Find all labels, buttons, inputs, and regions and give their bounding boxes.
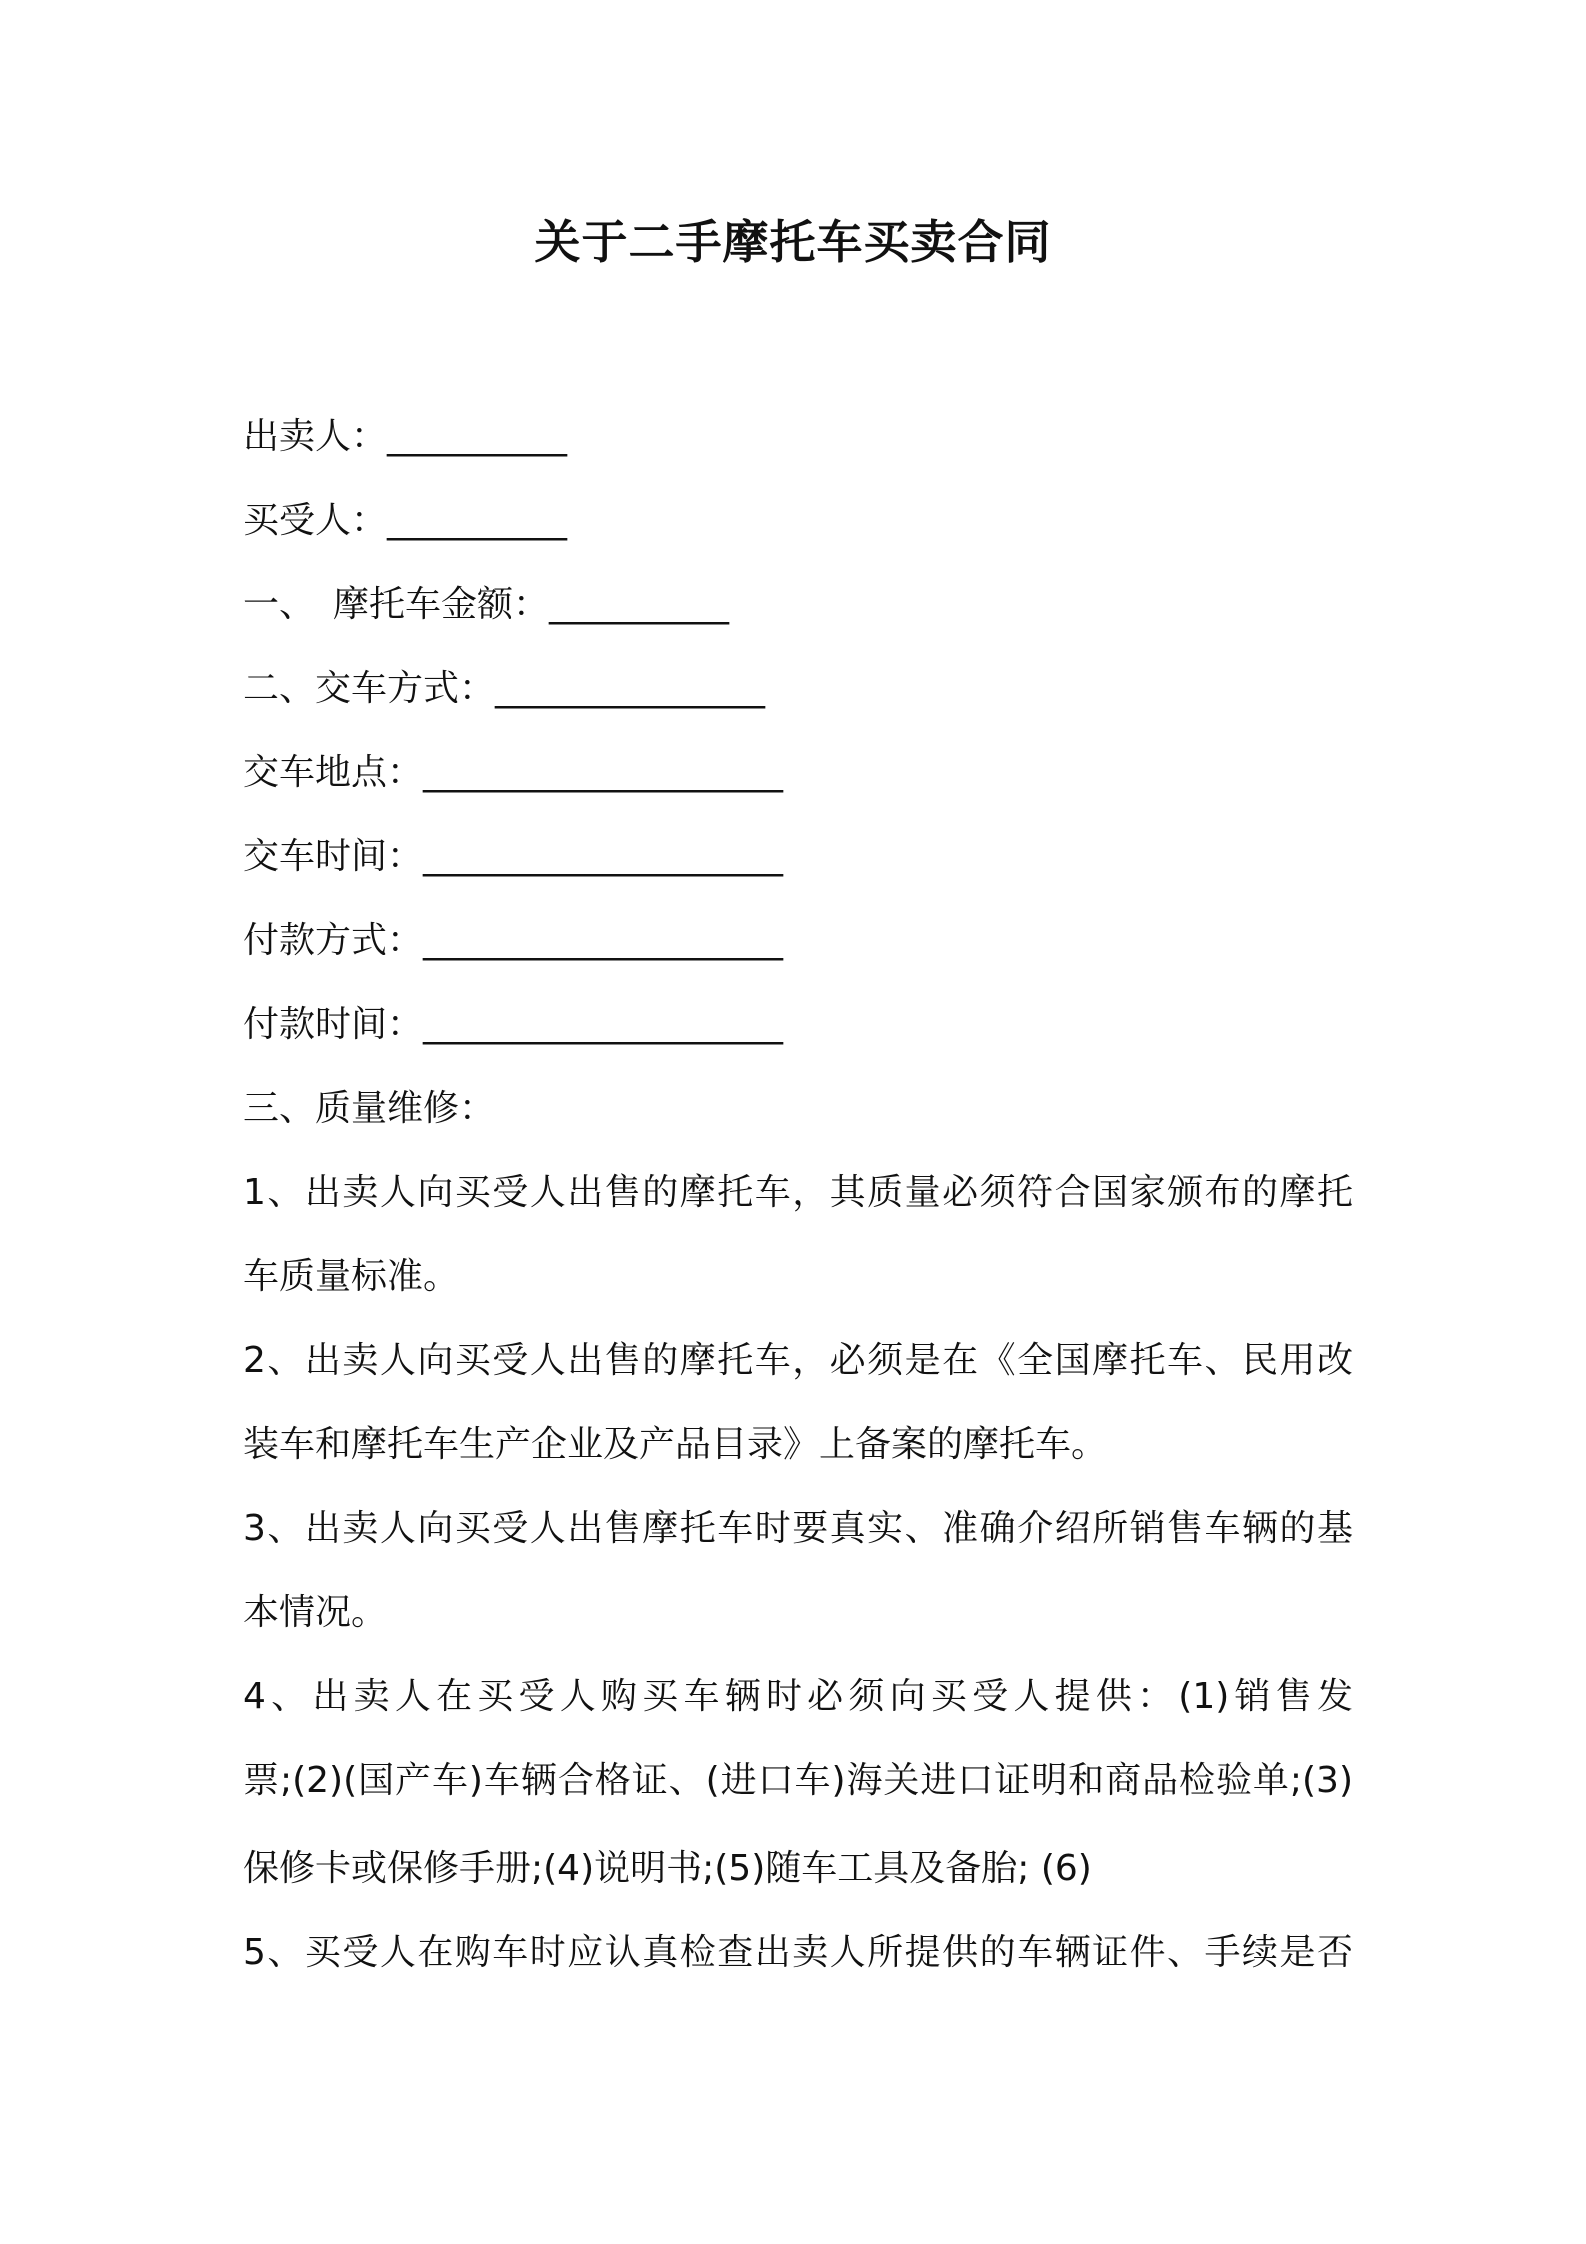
clause-4-line-2: 票;(2)(国产车)车辆合格证、(进口车)海关进口证明和商品检验单;(3) (243, 1760, 1353, 1801)
clause-1-line-1: 1、出卖人向买受人出售的摩托车，其质量必须符合国家颁布的摩托 (243, 1172, 1353, 1213)
section-3-heading: 三、质量维修： (243, 1088, 496, 1129)
clause-4-line-3: 保修卡或保修手册;(4)说明书;(5)随车工具及备胎; (6) (243, 1848, 1092, 1889)
delivery-place-line: 交车地点：____________________ (243, 752, 784, 793)
payment-method-line: 付款方式：____________________ (243, 920, 784, 961)
delivery-time-line: 交车时间：____________________ (243, 836, 784, 877)
clause-2-line-1: 2、出卖人向买受人出售的摩托车，必须是在《全国摩托车、民用改 (243, 1340, 1353, 1381)
clause-4-line-1: 4、出卖人在买受人购买车辆时必须向买受人提供：(1)销售发 (243, 1676, 1353, 1717)
payment-time-line: 付款时间：____________________ (243, 1004, 784, 1045)
clause-2-line-2: 装车和摩托车生产企业及产品目录》上备案的摩托车。 (243, 1424, 1108, 1465)
clause-5-line-1: 5、买受人在购车时应认真检查出卖人所提供的车辆证件、手续是否 (243, 1932, 1353, 1973)
clause-1-line-2: 车质量标准。 (243, 1256, 460, 1297)
section-1-amount: 一、 摩托车金额：__________ (243, 584, 730, 625)
clause-3-line-2: 本情况。 (243, 1592, 388, 1633)
section-2-delivery-method: 二、交车方式：_______________ (243, 668, 766, 709)
buyer-line: 买受人：__________ (243, 500, 568, 541)
seller-line: 出卖人：__________ (243, 416, 568, 457)
document-title: 关于二手摩托车买卖合同 (534, 215, 1052, 269)
clause-3-line-1: 3、出卖人向买受人出售摩托车时要真实、准确介绍所销售车辆的基 (243, 1508, 1353, 1549)
